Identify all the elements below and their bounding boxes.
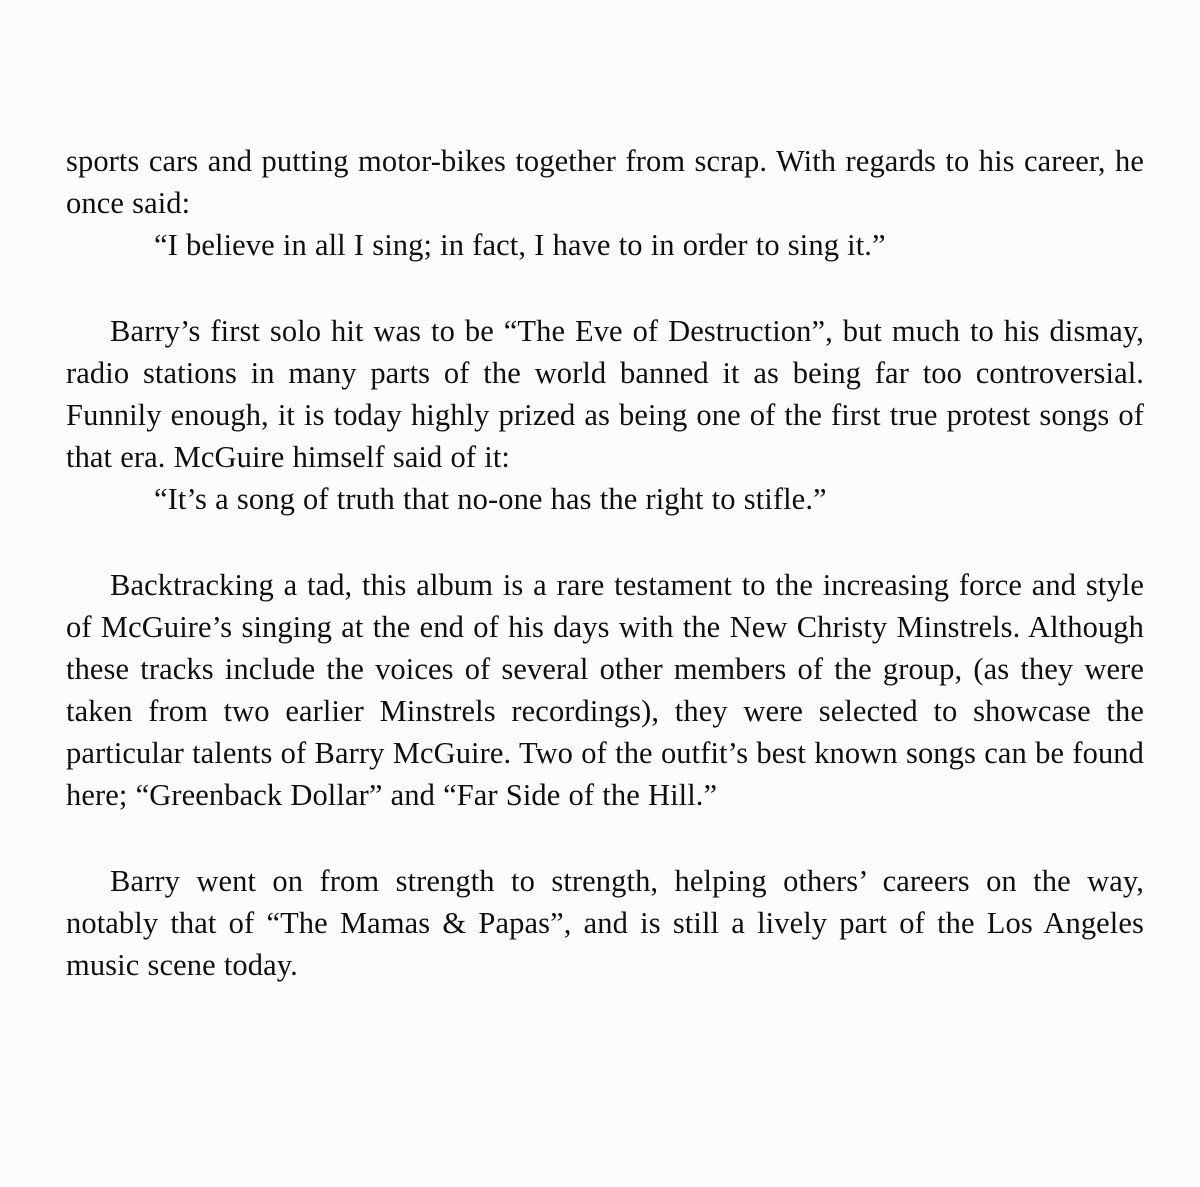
paragraph-spacer [66,816,1144,860]
paragraph-minstrels: Backtracking a tad, this album is a rare testament to the increasing force and style of McGuire’s singing at the end of his days with the New Christy Minstrels. Although these tracks include the voices of several other members of the group, (as they were taken from two earlier Minstrels recordings), they were selected to showcase the particular talents of Barry McGuire. Two of the outfit’s best known songs can be found here; “Greenback Dollar” and “Far Side of the Hill.” [66,568,1144,812]
paragraph-closing: Barry went on from strength to strength, helping others’ careers on the way, notably that of “The Mamas & Papas”, and is still a lively part of the Los Angeles music scene today. [66,864,1144,982]
pull-quote-second: “It’s a song of truth that no-one has the right to stifle.” [154,482,827,516]
text-column [66,140,1144,986]
paragraph-continued: sports cars and putting motor-bikes together from scrap. With regards to his career, he once said: [66,144,1144,220]
pull-quote-first: “I believe in all I sing; in fact, I have to in order to sing it.” [154,228,886,262]
paragraph-spacer [66,520,1144,564]
paragraph-eve-of-destruction: Barry’s first solo hit was to be “The Eve of Destruction”, but much to his dismay, radio stations in many parts of the world banned it as being far too controversial. Funnily enough, it is today highly prized as being one of the first true protest songs of that era. McGuire himself said of it: [66,314,1144,474]
paragraph-spacer [66,266,1144,310]
